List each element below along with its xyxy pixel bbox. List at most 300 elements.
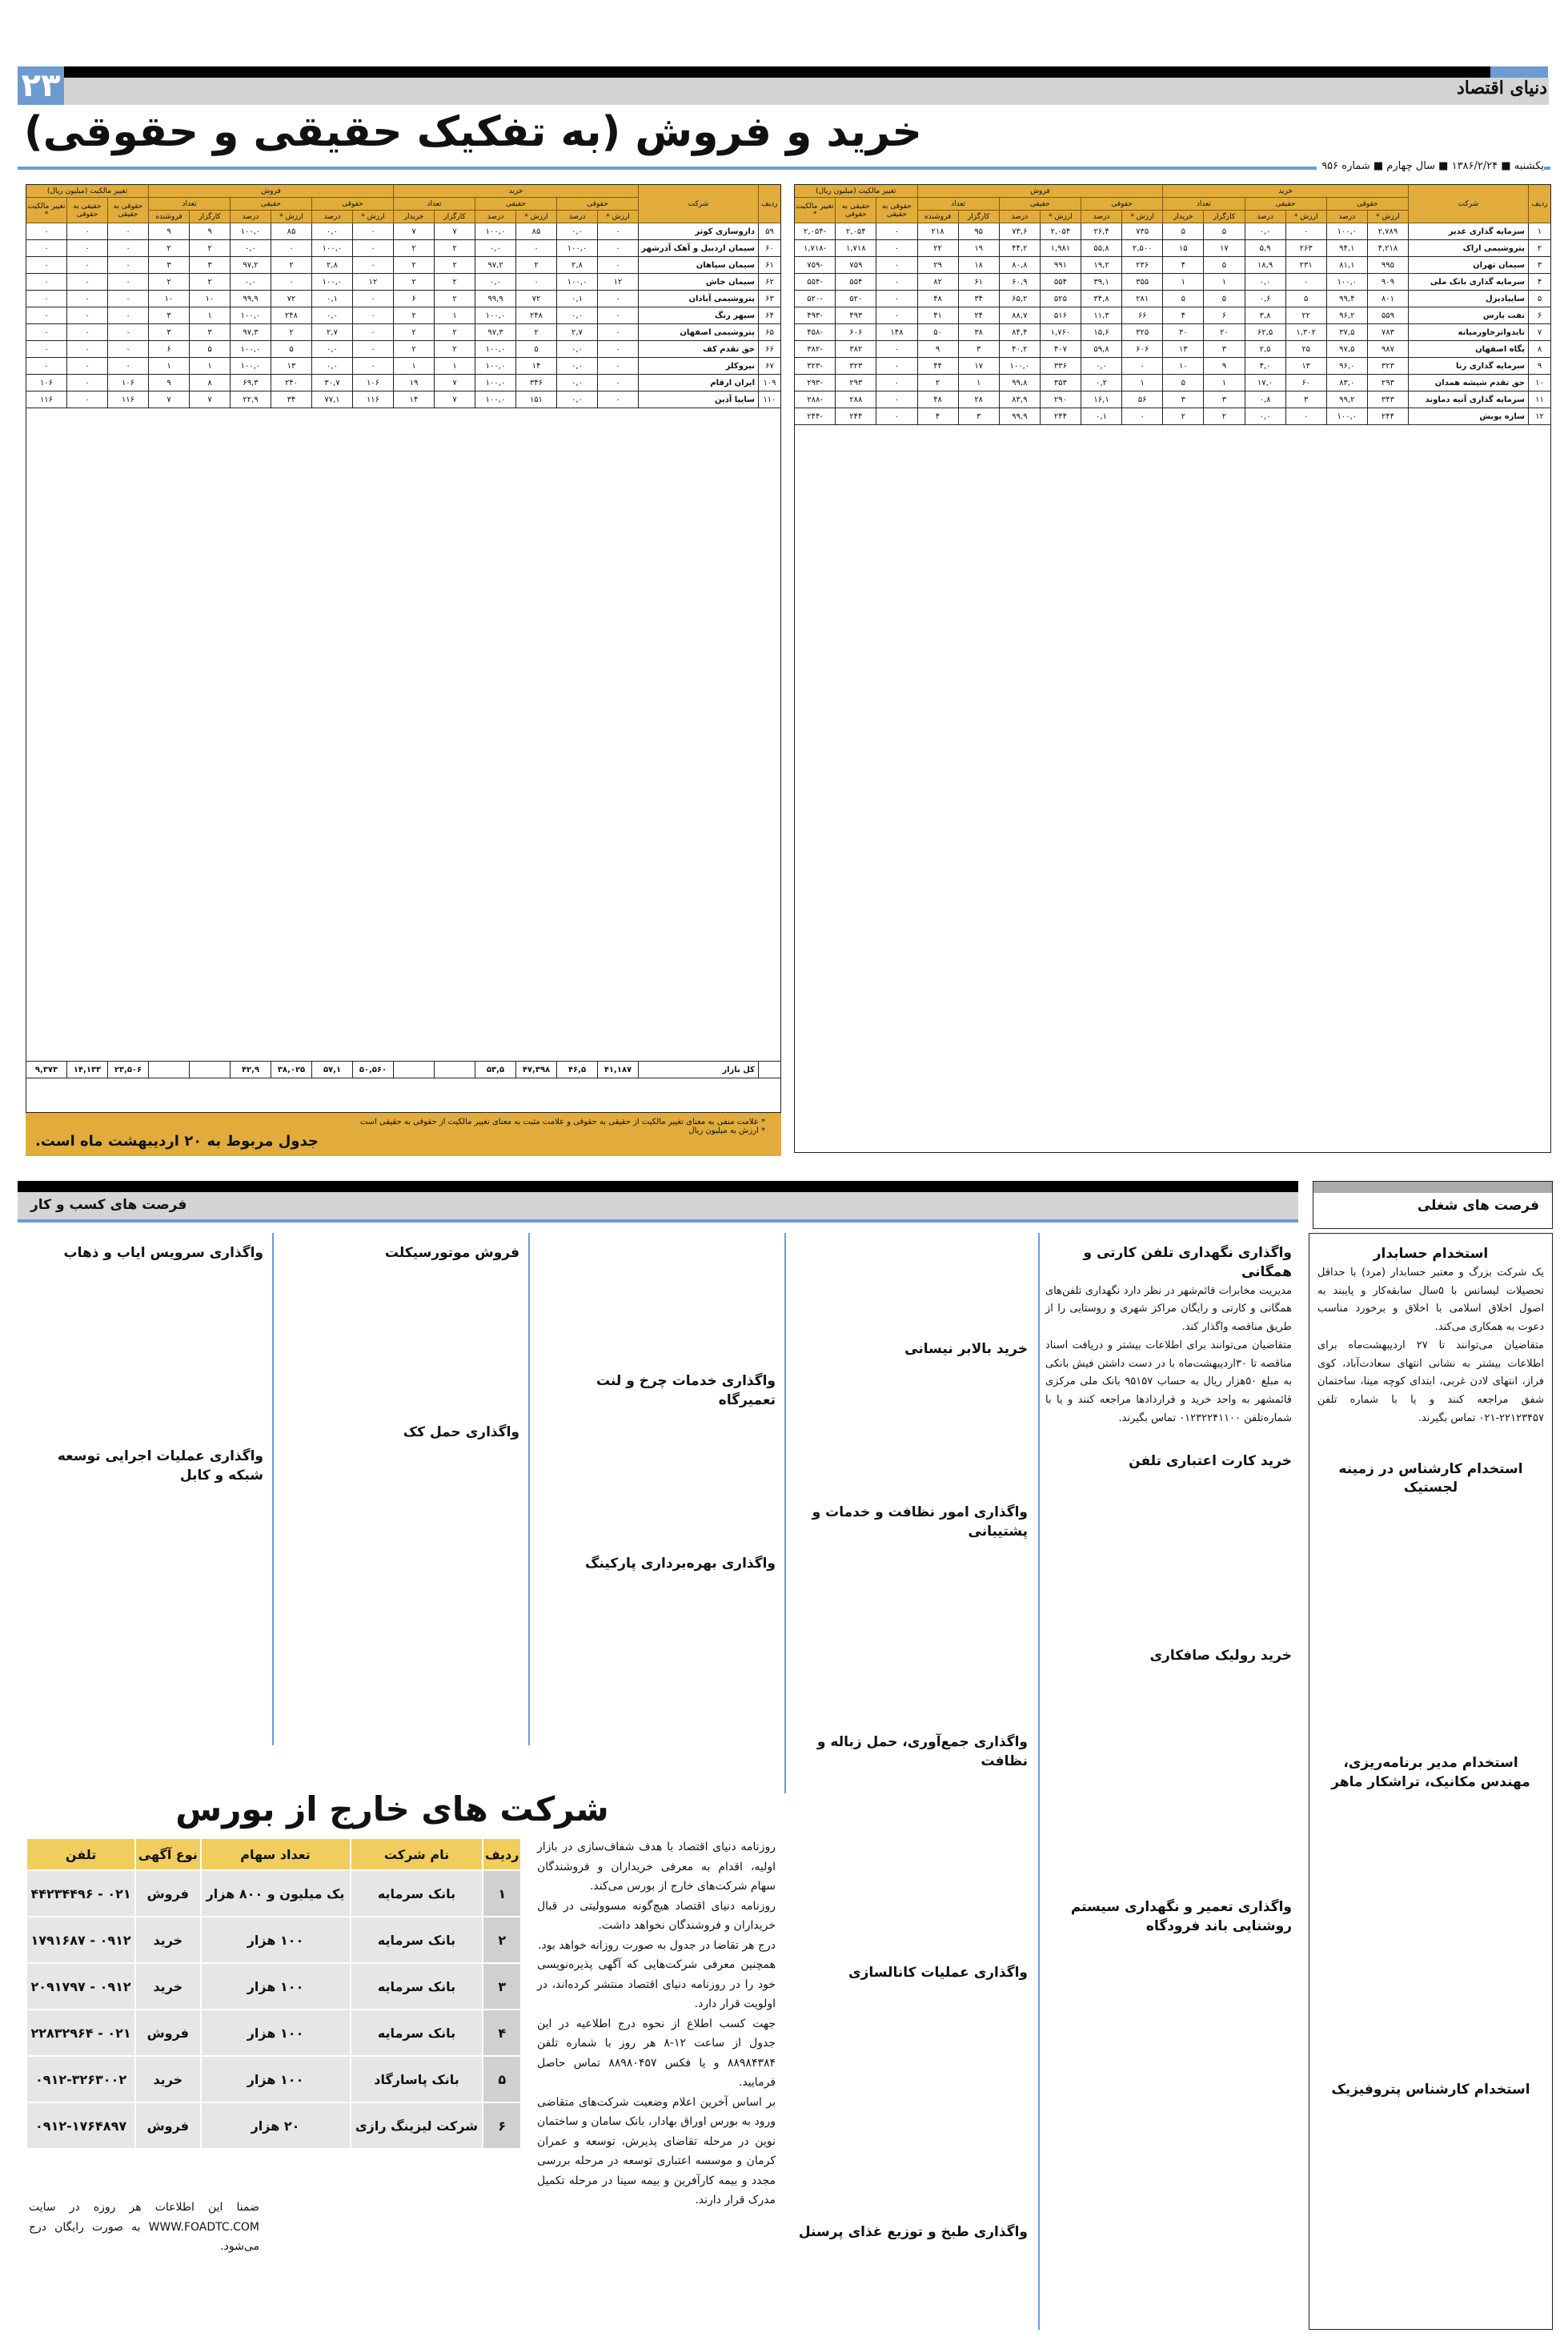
- cell: ۰: [876, 358, 917, 375]
- cell: ۹۷,۳: [231, 324, 271, 341]
- cell: ۰: [26, 358, 67, 375]
- cell: ۲۴۴: [1367, 408, 1408, 425]
- cell: ۲۴۸: [516, 307, 557, 324]
- cell: ۱,۷۱۸: [836, 240, 876, 257]
- cell: ۲: [516, 324, 557, 341]
- cell: ۵۶: [1122, 392, 1163, 408]
- cell: ۲: [394, 341, 435, 358]
- cell: ۳۲۳: [836, 358, 876, 375]
- otc-cell: بانک پاسارگاد: [351, 2056, 483, 2102]
- cell: ۰: [598, 375, 639, 392]
- cell: ۲: [1204, 408, 1245, 425]
- cell: ۱۰: [149, 291, 190, 307]
- cell: ۲۲: [1285, 307, 1326, 324]
- cell: ۰: [67, 223, 108, 240]
- cell: ۰: [876, 240, 917, 257]
- ads-column-1: [1041, 1233, 1297, 1937]
- cell: ۳۸۲: [836, 341, 876, 358]
- otc-col-header: تعداد سهام: [201, 1838, 351, 1870]
- cell: ۳۴: [958, 291, 999, 307]
- cell: ۴۹۳: [836, 307, 876, 324]
- otc-note: بر اساس آخرین اعلام وضعیت شرکت‌های متقاضی ورود به بورس اوراق بهادار، بانک سامان و ساختمان نوین در مرحله تقاضای پذیرش، توسعه و عمران کرمان و موسسه اعتباری توسعه در مرحله بررسی مجدد و بیمه کارآفرین و بیمه سینا در مرحله تکمیل مدرک قرار دارند.: [537, 2095, 776, 2206]
- cell: ۰: [67, 291, 108, 307]
- cell: ۰: [353, 291, 394, 307]
- page-number: ۲۳: [18, 66, 64, 105]
- cell: ۷۳,۶: [999, 223, 1040, 240]
- cell: ۰: [108, 240, 149, 257]
- cell: ۱۸: [958, 257, 999, 274]
- cell: ۲: [435, 240, 475, 257]
- ad-title: استخدام کارشناس در زمینه لجستیک: [1338, 1460, 1523, 1496]
- cell: ۰: [598, 341, 639, 358]
- otc-note: همچنین معرفی شرکت‌هایی که آگهی پذیره‌نویسی خود را در روزنامه دنیای اقتصاد منتشر کرده‌اند، در اولویت قرار دارد.: [537, 1958, 776, 2010]
- cell: ۵,۹: [1245, 240, 1285, 257]
- cell: ۱: [190, 358, 231, 375]
- cell: ۲,۵۰۰: [1122, 240, 1163, 257]
- table-frame: [794, 184, 1551, 1153]
- cell: ۶۳: [759, 291, 781, 307]
- cell: ۱۰۰,۰: [999, 358, 1040, 375]
- cell: ۲: [394, 307, 435, 324]
- ad-title: واگذاری امور نظافت و خدمات و پشتیبانی: [812, 1504, 1028, 1540]
- cell: ۱۴: [516, 358, 557, 375]
- cell: ۵۵۴: [836, 274, 876, 291]
- ads-column-2: [788, 1329, 1033, 2243]
- cell: ۳۲۵: [1122, 324, 1163, 341]
- otc-cell: ۰۲۱ - ۴۴۲۳۴۴۹۶: [26, 1870, 135, 1917]
- cell: ۰: [353, 223, 394, 240]
- cell: ۷: [1529, 324, 1551, 341]
- cell: ۹۹۵: [1367, 257, 1408, 274]
- cell: ۹: [149, 223, 190, 240]
- cell: ۲: [149, 240, 190, 257]
- otc-cell: خرید: [135, 2056, 200, 2102]
- otc-cell: ۲۰ هزار: [201, 2102, 351, 2149]
- cell: ۳: [1285, 392, 1326, 408]
- cell: ۲: [271, 257, 312, 274]
- cell: ۰,۰: [557, 358, 598, 375]
- otc-cell: ۱۰۰ هزار: [201, 1963, 351, 2010]
- cell: ۰: [1122, 358, 1163, 375]
- ad-title: خرید کارت اعتباری تلفن: [1129, 1452, 1292, 1469]
- cell: ۹,۳۷۳: [26, 1062, 67, 1078]
- cell: ۲: [190, 240, 231, 257]
- cell: ۲: [394, 257, 435, 274]
- cell: ۹: [917, 341, 958, 358]
- otc-cell: ۰۹۱۲ - ۲۰۹۱۷۹۷: [26, 1963, 135, 2010]
- cell: ۱۴۸: [876, 324, 917, 341]
- cell: ۰: [876, 274, 917, 291]
- otc-cell: ۰۹۱۲-۱۷۶۴۸۹۷: [26, 2102, 135, 2149]
- cell: [394, 1062, 435, 1078]
- cell: ۶۷: [759, 358, 781, 375]
- cell: ۳: [1204, 392, 1245, 408]
- cell: ۳: [958, 408, 999, 425]
- cell: ۰,۰: [312, 341, 353, 358]
- cell: ۸۰۱: [1367, 291, 1408, 307]
- col-sell: فروش: [917, 185, 1163, 198]
- cell: ۰,۰: [557, 392, 598, 408]
- cell: ۶۱: [958, 274, 999, 291]
- otc-cell: شرکت لیزینگ رازی: [351, 2102, 483, 2149]
- otc-cell: ۳: [483, 1963, 521, 2010]
- cell: ۱۱۶: [108, 392, 149, 408]
- cell: ۰: [876, 392, 917, 408]
- ad-title: واگذاری حمل کک: [403, 1423, 519, 1440]
- cell: ۱۷: [958, 358, 999, 375]
- cell: ۹: [1204, 358, 1245, 375]
- cell: ۷۲: [271, 291, 312, 307]
- header-gray-bar: [64, 78, 1549, 105]
- cell: ۱۰۰,۰: [1326, 408, 1367, 425]
- otc-col-header: تلفن: [26, 1838, 135, 1870]
- cell: ۱۰: [1529, 375, 1551, 392]
- otc-cell: فروش: [135, 1870, 200, 1917]
- cell: ۲,۰۵۴: [836, 223, 876, 240]
- cell: ۰,۰: [557, 341, 598, 358]
- trade-table-left: ردیف شرکت خرید فروش تغییر مالکیت (میلیون ریال) حقوقی حقیقی تعداد حقوقی حقیقی تعداد حقوقی به حقیقی حقیقی به حقوقی تغییر مالکیت * ارزش * درصد ارزش * درصد کارگزار خریدار ارزش * درصد ارزش * درصد کارگزار فروشنده ۵۹ داروسازی کوثر ۰ ۰,۰ ۸۵ ۱۰۰,۰ ۷ ۷ ۰ ۰,۰ ۸۵ ۱۰۰,۰ ۹ ۹ ۰ ۰ ۰ ۶۰ سیمان اردبیل و آهک آذرشهر ۰ ۱۰۰,۰ ۰ ۰,۰ ۲ ۲ ۰ ۱۰۰,۰ ۰ ۰,۰ ۲ ۲ ۰ ۰ ۰ ۶۱ سیمان سپاهان ۰ ۲,۸ ۲ ۹۷,۲ ۲ ۲ ۰ ۲,۸ ۲ ۹۷,۲ ۳ ۳ ۰ ۰ ۰ ۶۲ سیمان خاش ۱۲ ۱۰۰,۰ ۰ ۰,۰ ۲ ۲ ۱۲ ۱۰۰,۰ ۰ ۰,۰ ۲ ۲ ۰ ۰ ۰ ۶۳ پتروشیمی آبادان ۰ ۰,۱ ۷۲ ۹۹,۹ ۲ ۶ ۰ ۰,۱ ۷۲ ۹۹,۹ ۱۰ ۱۰ ۰ ۰ ۰ ۶۴ سپهر رنگ ۰ ۰,۰ ۲۴۸ ۱۰۰,۰ ۱ ۲ ۰ ۰,۰ ۲۴۸ ۱۰۰,۰ ۱ ۳ ۰ ۰ ۰ ۶۵ پتروشیمی اصفهان ۰ ۲,۷ ۲ ۹۷,۳ ۲ ۲ ۰ ۲,۷ ۲ ۹۷,۳ ۳ ۳ ۰ ۰ ۰ ۶۶ حق تقدم کف ۰ ۰,۰ ۵ ۱۰۰,۰ ۲ ۲ ۰ ۰,۰ ۵ ۱۰۰,۰ ۵ ۶ ۰ ۰ ۰ ۶۷ نیروکلر ۰ ۰,۰ ۱۴ ۱۰۰,۰ ۱ ۱ ۰ ۰,۰ ۱۳ ۱۰۰,۰ ۱ ۱ ۰ ۰ ۰ ۱۰۹ ایران ارقام ۰ ۰,۰ ۳۴۶ ۱۰۰,۰ ۷ ۱۹ ۱۰۶ ۳۰,۷ ۲۴۰ ۶۹,۳ ۸ ۹ ۱۰۶ ۰ ۱۰۶ ۱۱۰ سایپا آذین ۰ ۰,۰ ۱۵۱ ۱۰۰,۰ ۷ ۱۴ ۱۱۶ ۷۷,۱ ۳۴ ۲۲,۹ ۷ ۷ ۱۱۶ ۰ ۱۱۶: [26, 184, 781, 408]
- cell: ۷۸۳: [1367, 324, 1408, 341]
- otc-cell: یک میلیون و ۸۰۰ هزار: [201, 1870, 351, 1917]
- cell: ۶: [1204, 307, 1245, 324]
- cell: ۴: [917, 408, 958, 425]
- footnote-date: جدول مربوط به ۲۰ اردیبهشت ماه است.: [35, 1133, 319, 1150]
- cell: ۱۵,۶: [1081, 324, 1122, 341]
- cell: ۰,۰: [312, 307, 353, 324]
- cell: ۲۹۳: [836, 375, 876, 392]
- cell: ۲۲,۹: [231, 392, 271, 408]
- otc-cell: خرید: [135, 1917, 200, 1963]
- company-name: نیروکلر: [639, 358, 759, 375]
- cell: ۰: [26, 240, 67, 257]
- cell: ۳: [149, 257, 190, 274]
- cell: ۰,۰: [1245, 274, 1285, 291]
- cell: ۵۰,۵۶۰: [353, 1062, 394, 1078]
- cell: ۱: [1529, 223, 1551, 240]
- cell: ۰: [876, 223, 917, 240]
- cell: ۱۰۰,۰: [475, 358, 516, 375]
- cell: ۲: [1529, 240, 1551, 257]
- company-name: پتروشیمی اراک: [1409, 240, 1529, 257]
- cell: ۰: [598, 392, 639, 408]
- cell: ۱۰۰,۰: [231, 341, 271, 358]
- cell: [759, 1062, 781, 1078]
- cell: ۱۰۰,۰: [475, 341, 516, 358]
- cell: ۳: [1529, 257, 1551, 274]
- cell: ۱۰۰,۰: [231, 358, 271, 375]
- company-name: سرمایه گذاری آتیه دماوند: [1409, 392, 1529, 408]
- cell: ۶۶: [759, 341, 781, 358]
- cell: ۱۹: [394, 375, 435, 392]
- cell: ۰: [108, 223, 149, 240]
- cell: ۵۳,۵: [475, 1062, 516, 1078]
- cell: ۰: [1285, 408, 1326, 425]
- company-name: سرمایه گذاری رنا: [1409, 358, 1529, 375]
- total-row: [26, 1062, 781, 1078]
- cell: ۸۳,۹: [999, 392, 1040, 408]
- cell: ۲۱۸: [917, 223, 958, 240]
- cell: ۱: [190, 307, 231, 324]
- company-name: سیمان اردبیل و آهک آذرشهر: [639, 240, 759, 257]
- cell: ۰,۰: [312, 358, 353, 375]
- cell: -۱,۷۱۸: [795, 240, 836, 257]
- cell: ۸۴,۴: [999, 324, 1040, 341]
- cell: ۹۷,۳: [475, 324, 516, 341]
- cell: ۰: [876, 291, 917, 307]
- cell: ۱۹,۲: [1081, 257, 1122, 274]
- cell: ۱: [1163, 274, 1204, 291]
- cell: ۵: [1163, 291, 1204, 307]
- cell: ۵: [1204, 291, 1245, 307]
- cell: ۵: [1204, 257, 1245, 274]
- otc-cell: ۲: [483, 1917, 521, 1963]
- cell: ۱۰۰,۰: [557, 240, 598, 257]
- cell: ۰,۰: [312, 223, 353, 240]
- cell: ۷۳۵: [1122, 223, 1163, 240]
- cell: ۴۰۷: [1040, 341, 1081, 358]
- cell: ۱۱۰: [759, 392, 781, 408]
- cell: ۴۱: [917, 307, 958, 324]
- col-buy: خرید: [394, 185, 639, 198]
- section-title: فرصت های شغلی: [1313, 1193, 1552, 1222]
- company-name: سیمان خاش: [639, 274, 759, 291]
- otc-cell: ۴: [483, 2010, 521, 2056]
- page-title: خرید و فروش (به تفکیک حقیقی و حقوقی): [24, 108, 922, 156]
- cell: ۷: [435, 375, 475, 392]
- cell: ۹: [1529, 358, 1551, 375]
- cell: ۲۹۳: [1367, 375, 1408, 392]
- cell: ۳۵۵: [1122, 274, 1163, 291]
- top-blue-accent: [1490, 66, 1548, 78]
- cell: ۲: [1163, 408, 1204, 425]
- otc-col-header: نام شرکت: [351, 1838, 483, 1870]
- cell: ۳: [149, 324, 190, 341]
- cell: ۶۵,۲: [999, 291, 1040, 307]
- cell: ۴۴: [917, 358, 958, 375]
- cell: ۱۸,۹: [1245, 257, 1285, 274]
- cell: ۲۴۴: [836, 408, 876, 425]
- cell: -۳۲۳: [795, 358, 836, 375]
- company-name: سازه پویش: [1409, 408, 1529, 425]
- cell: ۰,۰: [557, 375, 598, 392]
- column-rule: [528, 1233, 530, 1745]
- cell: ۹۹,۹: [999, 408, 1040, 425]
- cell: ۳۸: [958, 324, 999, 341]
- cell: ۰: [598, 324, 639, 341]
- market-total-table: [26, 1061, 781, 1078]
- cell: ۹۹,۸: [999, 375, 1040, 392]
- cell: ۲۹۰: [1040, 392, 1081, 408]
- cell: ۳۴۶: [516, 375, 557, 392]
- otc-cell: بانک سرمایه: [351, 1870, 483, 1917]
- column-rule: [784, 1233, 786, 1793]
- cell: ۲: [435, 291, 475, 307]
- cell: ۳,۸: [1245, 307, 1285, 324]
- cell: ۲: [394, 324, 435, 341]
- cell: ۳۰,۷: [312, 375, 353, 392]
- cell: ۱۰۰,۰: [475, 307, 516, 324]
- cell: ۵۵,۸: [1081, 240, 1122, 257]
- cell: ۲: [435, 274, 475, 291]
- cell: ۳: [190, 324, 231, 341]
- col-ownership: تغییر مالکیت (میلیون ریال): [795, 185, 918, 198]
- ad-title: استخدام حسابدار: [1373, 1246, 1489, 1262]
- cell: ۰,۸: [1245, 392, 1285, 408]
- cell: ۴,۰: [1245, 358, 1285, 375]
- otc-row: [26, 2102, 521, 2149]
- otc-row: [26, 2010, 521, 2056]
- cell: ۵۵۹: [1367, 307, 1408, 324]
- otc-cell: بانک سرمایه: [351, 1917, 483, 1963]
- cell: ۱۰۰,۰: [312, 274, 353, 291]
- cell: ۰: [67, 341, 108, 358]
- cell: ۲۸: [958, 392, 999, 408]
- otc-row: [26, 1917, 521, 1963]
- cell: ۳۴۳: [1367, 392, 1408, 408]
- table-frame: [26, 184, 781, 1113]
- cell: ۰: [598, 223, 639, 240]
- top-black-bar: [64, 66, 1497, 78]
- cell: ۹۴,۱: [1326, 240, 1367, 257]
- cell: ۹۶,۰: [1326, 358, 1367, 375]
- cell: ۲۴۸: [271, 307, 312, 324]
- divider: [18, 1219, 1298, 1223]
- cell: ۱۰۰,۰: [475, 392, 516, 408]
- cell: ۰: [1285, 223, 1326, 240]
- cell: ۱۰۹: [759, 375, 781, 392]
- cell: ۱,۳۰۲: [1285, 324, 1326, 341]
- cell: ۷: [394, 223, 435, 240]
- cell: ۴۱,۱۸۷: [598, 1062, 639, 1078]
- col-row: ردیف: [1529, 185, 1551, 223]
- cell: ۶۰: [759, 240, 781, 257]
- cell: ۵۷,۱: [312, 1062, 353, 1078]
- cell: ۵: [1529, 291, 1551, 307]
- cell: ۲۶۳: [1285, 240, 1326, 257]
- cell: ۴,۲۱۸: [1367, 240, 1408, 257]
- cell: ۲,۸: [312, 257, 353, 274]
- cell: ۱۰۶: [108, 375, 149, 392]
- cell: ۸۱,۱: [1326, 257, 1367, 274]
- otc-cell: ۱۰۰ هزار: [201, 2010, 351, 2056]
- cell: ۳: [1204, 341, 1245, 358]
- cell: ۰: [67, 274, 108, 291]
- cell: ۱: [1204, 274, 1245, 291]
- footnote-sign: * علامت منفی به معنای تغییر مالکیت از حقیقی به حقوقی و علامت مثبت به معنای تغییر مالکیت از حقوقی به حقیقی است: [359, 1118, 765, 1126]
- cell: ۶۱: [759, 257, 781, 274]
- company-name: پتروشیمی اصفهان: [639, 324, 759, 341]
- cell: -۲۹۳: [795, 375, 836, 392]
- cell: ۳۹,۱: [1081, 274, 1122, 291]
- otc-row: [26, 2056, 521, 2102]
- cell: ۲۲: [917, 240, 958, 257]
- otc-table: [26, 1837, 522, 2150]
- cell: ۹۰۹: [1367, 274, 1408, 291]
- cell: ۰: [876, 408, 917, 425]
- cell: ۳۵۳: [1040, 375, 1081, 392]
- ad-body: متقاضیان می‌توانند تا ۲۷ اردیبهشت‌ماه برای اطلاعات بیشتر به نشانی انتهای سعادت‌آباد، کوی فراز، انتهای لادن غربی، ابتدای کوچه مینا، ساختمان شفق مراجعه کنند و یا با شماره تلفن ۲۲۱۲۳۴۵۷-۰۲۱ تماس بگیرند.: [1317, 1339, 1544, 1424]
- cell: ۲: [516, 257, 557, 274]
- otc-col-header: ردیف: [483, 1838, 521, 1870]
- cell: ۲,۸: [557, 257, 598, 274]
- cell: ۱۰۰,۰: [475, 223, 516, 240]
- cell: ۲: [435, 324, 475, 341]
- cell: ۰: [67, 257, 108, 274]
- ad-body: متقاضیان می‌توانند برای اطلاعات بیشتر و دریافت اسناد مناقصه تا ۳۰اردیبهشت‌ماه با در دست داشتن فیش بانکی به مبلغ ۵۰هزار ریال به حساب ۹۵۱۵۷ بانک ملی مرکزی قائمشهر به واحد خرید و قراردادها مراجعه کنند و یا با شماره‌تلفن ۰۱۲۳۲۲۴۱۱۰۰ تماس بگیرند.: [1045, 1339, 1292, 1424]
- cell: ۰: [353, 307, 394, 324]
- otc-cell: ۱۰۰ هزار: [201, 2056, 351, 2102]
- cell: ۱: [1122, 375, 1163, 392]
- col-ownership: تغییر مالکیت (میلیون ریال): [26, 185, 149, 198]
- cell: ۱۱,۳: [1081, 307, 1122, 324]
- cell: ۲: [435, 257, 475, 274]
- cell: ۰: [876, 257, 917, 274]
- cell: ۵: [1163, 223, 1204, 240]
- cell: ۰: [67, 375, 108, 392]
- cell: ۰: [108, 257, 149, 274]
- ad-title: واگذاری خدمات چرخ و لنت تعمیرگاه: [596, 1373, 776, 1408]
- company-name: سیمان سپاهان: [639, 257, 759, 274]
- cell: ۵: [271, 341, 312, 358]
- ad-body: یک شرکت بزرگ و معتبر حسابدار (مرد) با حداقل تحصیلات لیسانس با ۵سال سابقه‌کار و پایبند به اصول اخلاق اسلامی با اخلاق و برخورد مناسب دعوت به همکاری می‌کند.: [1317, 1266, 1545, 1334]
- cell: ۰: [108, 274, 149, 291]
- cell: ۴۰,۲: [999, 341, 1040, 358]
- cell: ۰: [516, 274, 557, 291]
- section-title: فرصت های کسب و کار: [18, 1192, 1298, 1221]
- cell: ۴: [1163, 307, 1204, 324]
- company-name: سایپا آذین: [639, 392, 759, 408]
- cell: ۴۸: [917, 392, 958, 408]
- cell: ۹۷,۵: [1326, 341, 1367, 358]
- cell: ۶۰۶: [836, 324, 876, 341]
- otc-cell: ۰۹۱۲-۳۲۶۳۰۰۲: [26, 2056, 135, 2102]
- cell: ۱: [435, 307, 475, 324]
- cell: ۶: [394, 291, 435, 307]
- cell: ۱۲: [353, 274, 394, 291]
- ad-title: واگذاری جمع‌آوری، حمل زباله و نظافت: [816, 1734, 1028, 1770]
- cell: ۱۰۶: [26, 375, 67, 392]
- cell: ۲,۷: [557, 324, 598, 341]
- ad-title: واگذاری نگهداری تلفن کارتی و همگانی: [1083, 1245, 1292, 1280]
- cell: ۲۳,۵۰۶: [108, 1062, 149, 1078]
- cell: ۰: [598, 291, 639, 307]
- cell: ۳: [958, 341, 999, 358]
- cell: ۶۶: [1122, 307, 1163, 324]
- ad-body: مدیریت مخابرات قائم‌شهر در نظر دارد نگهداری تلفن‌های همگانی و کارتی و رایگان مراکز شهری و روستایی را از طریق مناقصه واگذار کند.: [1045, 1284, 1292, 1334]
- company-name: سرمایه گذاری بانک ملی: [1409, 274, 1529, 291]
- cell: ۲۸۸: [836, 392, 876, 408]
- cell: ۰: [26, 341, 67, 358]
- cell: ۹۷,۲: [231, 257, 271, 274]
- cell: ۲,۷۸۹: [1367, 223, 1408, 240]
- cell: ۰,۲: [1081, 375, 1122, 392]
- col-company: شرکت: [639, 185, 759, 223]
- cell: ۲۸۱: [1122, 291, 1163, 307]
- cell: ۰: [271, 274, 312, 291]
- cell: ۰: [598, 307, 639, 324]
- cell: ۱۶,۱: [1081, 392, 1122, 408]
- cell: ۳: [1163, 392, 1204, 408]
- ad-title: واگذاری سرویس ایاب و ذهاب: [63, 1245, 263, 1261]
- cell: ۰,۰: [557, 223, 598, 240]
- ad-title: خرید رولیک صافکاری: [1149, 1648, 1292, 1664]
- cell: ۰: [353, 341, 394, 358]
- cell: ۴۴,۲: [999, 240, 1040, 257]
- cell: ۱۰۰,۰: [475, 375, 516, 392]
- cell: ۱,۷۶۰: [1040, 324, 1081, 341]
- cell: ۶۰۶: [1122, 341, 1163, 358]
- cell: ۰: [353, 324, 394, 341]
